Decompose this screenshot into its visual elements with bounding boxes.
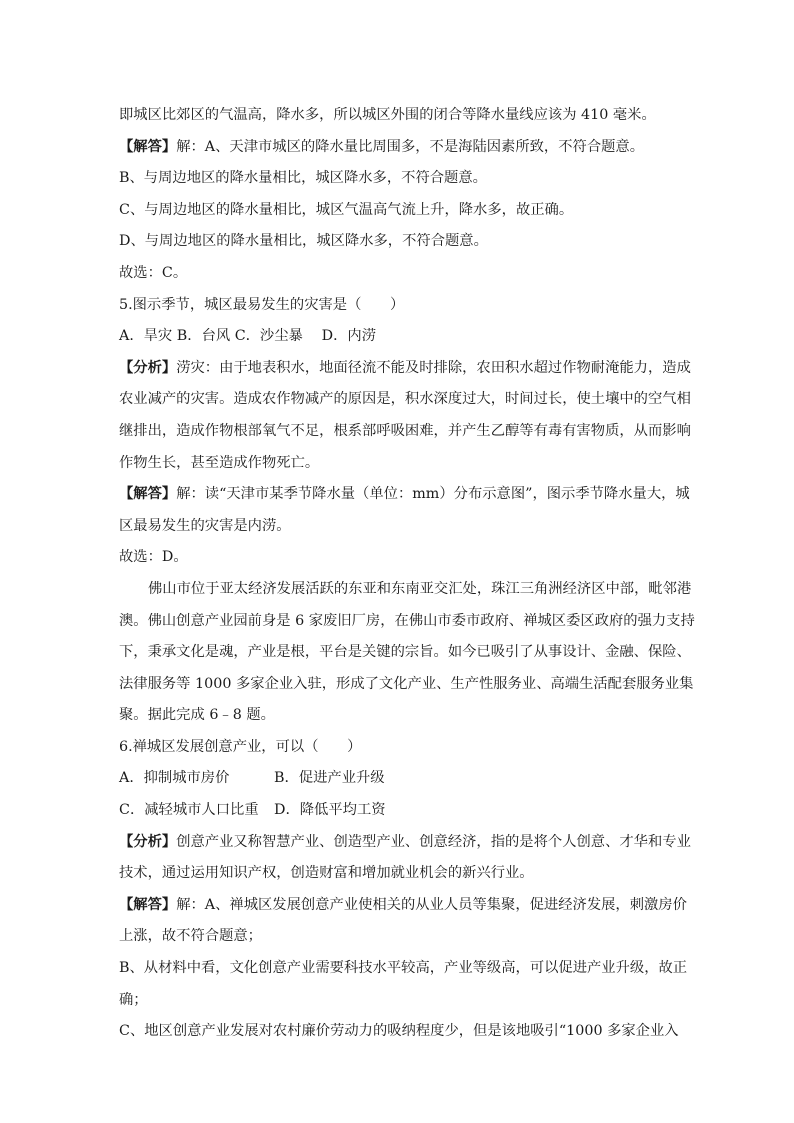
question-6-options-row-1 (119, 763, 679, 795)
text-line: 即城区比郊区的气温高，降水多，所以城区外围的闭合等降水量线应该为 410 毫米。 (119, 107, 656, 123)
text-line: B、与周边地区的降水量相比，城区降水多，不符合题意。 (119, 170, 487, 187)
text-line: 确； (119, 991, 148, 1008)
choice-result: 故选：C。 (119, 264, 188, 281)
question-5: 5.图示季节，城区最易发生的灾害是（ ） (119, 296, 405, 313)
document-body (119, 100, 695, 1048)
analysis-tag: 【分析】 (119, 359, 177, 376)
passage-line: 下，秉承文化是魂，产业是根，平台是关键的宗旨。如今已吸引了从事设计、金融、保险、 (119, 644, 691, 661)
text-line: B、从材料中看，文化创意产业需要科技水平较高，产业等级高，可以促进产业升级，故正 (119, 960, 688, 977)
passage-line: 佛山市位于亚太经济发展活跃的东亚和东南亚交汇处，珠江三角洲经济区中部，毗邻港 (148, 580, 692, 597)
answer-tag: 【解答】 (119, 486, 177, 503)
text-line: 作物生长，甚至造成作物死亡。 (119, 454, 320, 471)
question-6-options-row-2 (119, 795, 679, 827)
answer-tag: 【解答】 (119, 138, 177, 155)
question-6: 6.禅城区发展创意产业，可以（ ） (119, 738, 362, 755)
text-line: 上涨，故不符合题意； (119, 928, 262, 945)
passage-line: 法律服务等 1000 多家企业入驻，形成了文化产业、生产性服务业、高端生活配套服务业集 (119, 675, 694, 692)
text-line: 区最易发生的灾害是内涝。 (119, 517, 291, 534)
answer-line: 【解答】解：A、天津市城区的降水量比周围多，不是海陆因素所致，不符合题意。 (119, 138, 645, 155)
option-a: A．抑制城市房价 (119, 770, 230, 787)
text-line: 农业减产的灾害。造成农作物减产的原因是，积水深度过大，时间过长，使土壤中的空气相 (119, 391, 691, 408)
answer-line: 【解答】解：A、禅城区发展创意产业使相关的从业人员等集聚，促进经济发展，刺激房价 (119, 896, 687, 913)
option-c: C．减轻城市人口比重 (119, 802, 259, 819)
answer-tag: 【解答】 (119, 896, 177, 913)
option-d: D．降低平均工资 (274, 802, 386, 819)
text-line: D、与周边地区的降水量相比，城区降水多，不符合题意。 (119, 233, 488, 250)
analysis-line: 【分析】创意产业又称智慧产业、创造型产业、创意经济，指的是将个人创意、才华和专业 (119, 833, 691, 850)
option-b: B．促进产业升级 (274, 770, 385, 787)
text-line: C、地区创意产业发展对农村廉价劳动力的吸纳程度少，但是该地吸引“1000 多家企业入 (119, 1023, 679, 1040)
text-line: 继排出，造成作物根部氧气不足，根系部呼吸困难，并产生乙醇等有毒有害物质，从而影响 (119, 422, 691, 439)
text-line: 技术，通过运用知识产权，创造财富和增加就业机会的新兴行业。 (119, 865, 534, 882)
analysis-tag: 【分析】 (119, 833, 177, 850)
answer-line: 【解答】解：读“天津市某季节降水量（单位：mm）分布示意图”，图示季节降水量大，城 (119, 486, 690, 503)
passage-line: 澳。佛山创意产业园前身是 6 家废旧厂房，在佛山市委市政府、禅城区委区政府的强力支持 (119, 612, 695, 629)
question-5-options: A．旱灾 B．台风 C．沙尘暴 D．内涝 (119, 328, 377, 345)
text-line: C、与周边地区的降水量相比，城区气温高气流上升，降水多，故正确。 (119, 201, 574, 218)
passage-line: 聚。据此完成 6﹣8 题。 (119, 707, 275, 724)
analysis-line: 【分析】涝灾：由于地表积水，地面径流不能及时排除，农田积水超过作物耐淹能力，造成 (119, 359, 691, 376)
choice-result: 故选：D。 (119, 549, 188, 566)
